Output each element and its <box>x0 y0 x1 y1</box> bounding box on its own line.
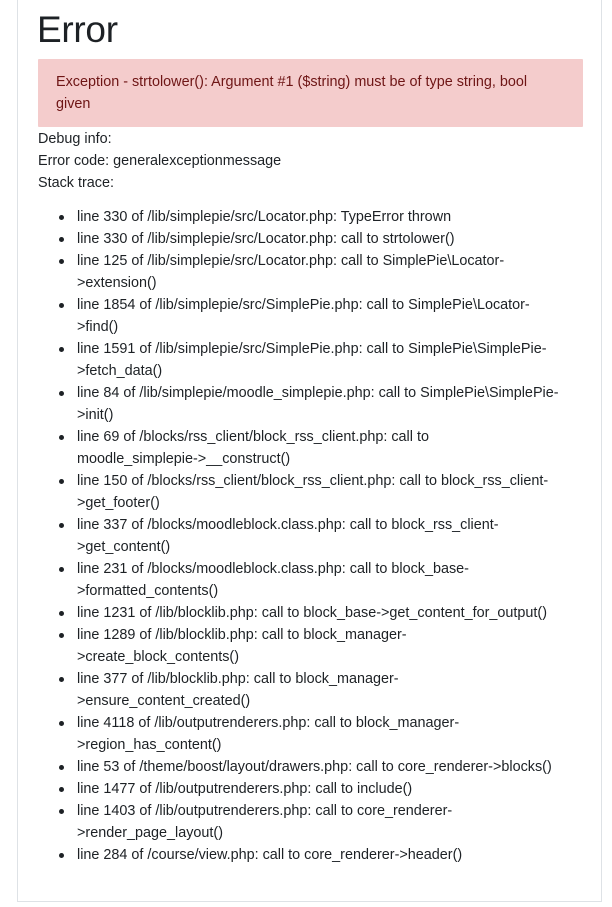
bullet-icon <box>59 633 64 638</box>
stack-trace-text: line 377 of /lib/blocklib.php: call to block_manager- <box>77 671 399 687</box>
stack-trace-item <box>39 294 599 338</box>
stack-trace-item <box>39 426 599 470</box>
debug-label: Debug info: <box>38 131 112 147</box>
exception-message-line-1: Exception - strtolower(): Argument #1 ($string) must be of type string, bool <box>56 74 528 90</box>
stack-trace-list <box>39 206 599 866</box>
stack-trace-text: line 330 of /lib/simplepie/src/Locator.php: TypeError thrown <box>77 209 452 225</box>
error-card <box>17 0 602 902</box>
stack-trace-item <box>39 228 599 250</box>
stack-trace-item <box>39 668 599 712</box>
stack-trace-item <box>39 382 599 426</box>
stack-trace-text: line 1231 of /lib/blocklib.php: call to block_base->get_content_for_output() <box>77 605 548 621</box>
stack-trace-item <box>39 206 599 228</box>
bullet-icon <box>59 677 64 682</box>
bullet-icon <box>59 347 64 352</box>
bullet-icon <box>59 215 64 220</box>
stack-trace-text: line 330 of /lib/simplepie/src/Locator.php: call to strtolower() <box>77 231 455 247</box>
stack-trace-text: line 1289 of /lib/blocklib.php: call to block_manager- <box>77 627 407 643</box>
bullet-icon <box>59 523 64 528</box>
stack-trace-text: line 69 of /blocks/rss_client/block_rss_client.php: call to <box>77 429 429 445</box>
bullet-icon <box>59 567 64 572</box>
stack-trace-text-continued: >get_footer() <box>77 495 160 511</box>
stack-trace-item <box>39 712 599 756</box>
bullet-icon <box>59 259 64 264</box>
page-title: Error <box>37 9 118 50</box>
stack-trace-text: line 284 of /course/view.php: call to core_renderer->header() <box>77 847 463 863</box>
stack-trace-text: line 337 of /blocks/moodleblock.class.php: call to block_rss_client- <box>77 517 499 533</box>
stack-trace-text: line 53 of /theme/boost/layout/drawers.php: call to core_renderer->blocks() <box>77 759 552 775</box>
stack-trace-text-continued: >find() <box>77 319 119 335</box>
stack-trace-text-continued: >ensure_content_created() <box>77 693 251 709</box>
stack-trace-text: line 1591 of /lib/simplepie/src/SimplePie.php: call to SimplePie\SimplePie- <box>77 341 547 357</box>
debug-info <box>38 128 598 194</box>
error-code: Error code: generalexceptionmessage <box>38 153 282 169</box>
bullet-icon <box>59 479 64 484</box>
bullet-icon <box>59 391 64 396</box>
stack-trace-label: Stack trace: <box>38 175 114 191</box>
bullet-icon <box>59 765 64 770</box>
bullet-icon <box>59 809 64 814</box>
bullet-icon <box>59 237 64 242</box>
stack-trace-text-continued: >extension() <box>77 275 157 291</box>
stack-trace-item <box>39 558 599 602</box>
stack-trace-text: line 1477 of /lib/outputrenderers.php: call to include() <box>77 781 413 797</box>
stack-trace-item <box>39 470 599 514</box>
stack-trace-text-continued: >render_page_layout() <box>77 825 224 841</box>
stack-trace-text: line 150 of /blocks/rss_client/block_rss_client.php: call to block_rss_client- <box>77 473 549 489</box>
stack-trace-text-continued: moodle_simplepie->__construct() <box>77 451 291 467</box>
stack-trace-text-continued: >fetch_data() <box>77 363 163 379</box>
stack-trace-item <box>39 624 599 668</box>
stack-trace-text: line 1403 of /lib/outputrenderers.php: call to core_renderer- <box>77 803 453 819</box>
stack-trace-text-continued: >region_has_content() <box>77 737 222 753</box>
exception-alert <box>38 59 583 127</box>
bullet-icon <box>59 611 64 616</box>
stack-trace-item <box>39 756 599 778</box>
stack-trace-item <box>39 778 599 800</box>
bullet-icon <box>59 853 64 858</box>
bullet-icon <box>59 303 64 308</box>
stack-trace-text: line 231 of /blocks/moodleblock.class.php: call to block_base- <box>77 561 469 577</box>
bullet-icon <box>59 721 64 726</box>
stack-trace-text-continued: >formatted_contents() <box>77 583 219 599</box>
stack-trace-item <box>39 844 599 866</box>
bullet-icon <box>59 435 64 440</box>
stack-trace-item <box>39 514 599 558</box>
bullet-icon <box>59 787 64 792</box>
stack-trace-text: line 1854 of /lib/simplepie/src/SimplePie.php: call to SimplePie\Locator- <box>77 297 530 313</box>
stack-trace-item <box>39 250 599 294</box>
stack-trace-text-continued: >init() <box>77 407 114 423</box>
stack-trace-item <box>39 602 599 624</box>
stack-trace-text: line 4118 of /lib/outputrenderers.php: call to block_manager- <box>77 715 460 731</box>
stack-trace-text-continued: >get_content() <box>77 539 171 555</box>
stack-trace-text: line 84 of /lib/simplepie/moodle_simplepie.php: call to SimplePie\SimplePie- <box>77 385 559 401</box>
stack-trace-text-continued: >create_block_contents() <box>77 649 239 665</box>
stack-trace-item <box>39 800 599 844</box>
exception-message-line-2: given <box>56 95 91 112</box>
stack-trace-text: line 125 of /lib/simplepie/src/Locator.php: call to SimplePie\Locator- <box>77 253 505 269</box>
stack-trace-item <box>39 338 599 382</box>
